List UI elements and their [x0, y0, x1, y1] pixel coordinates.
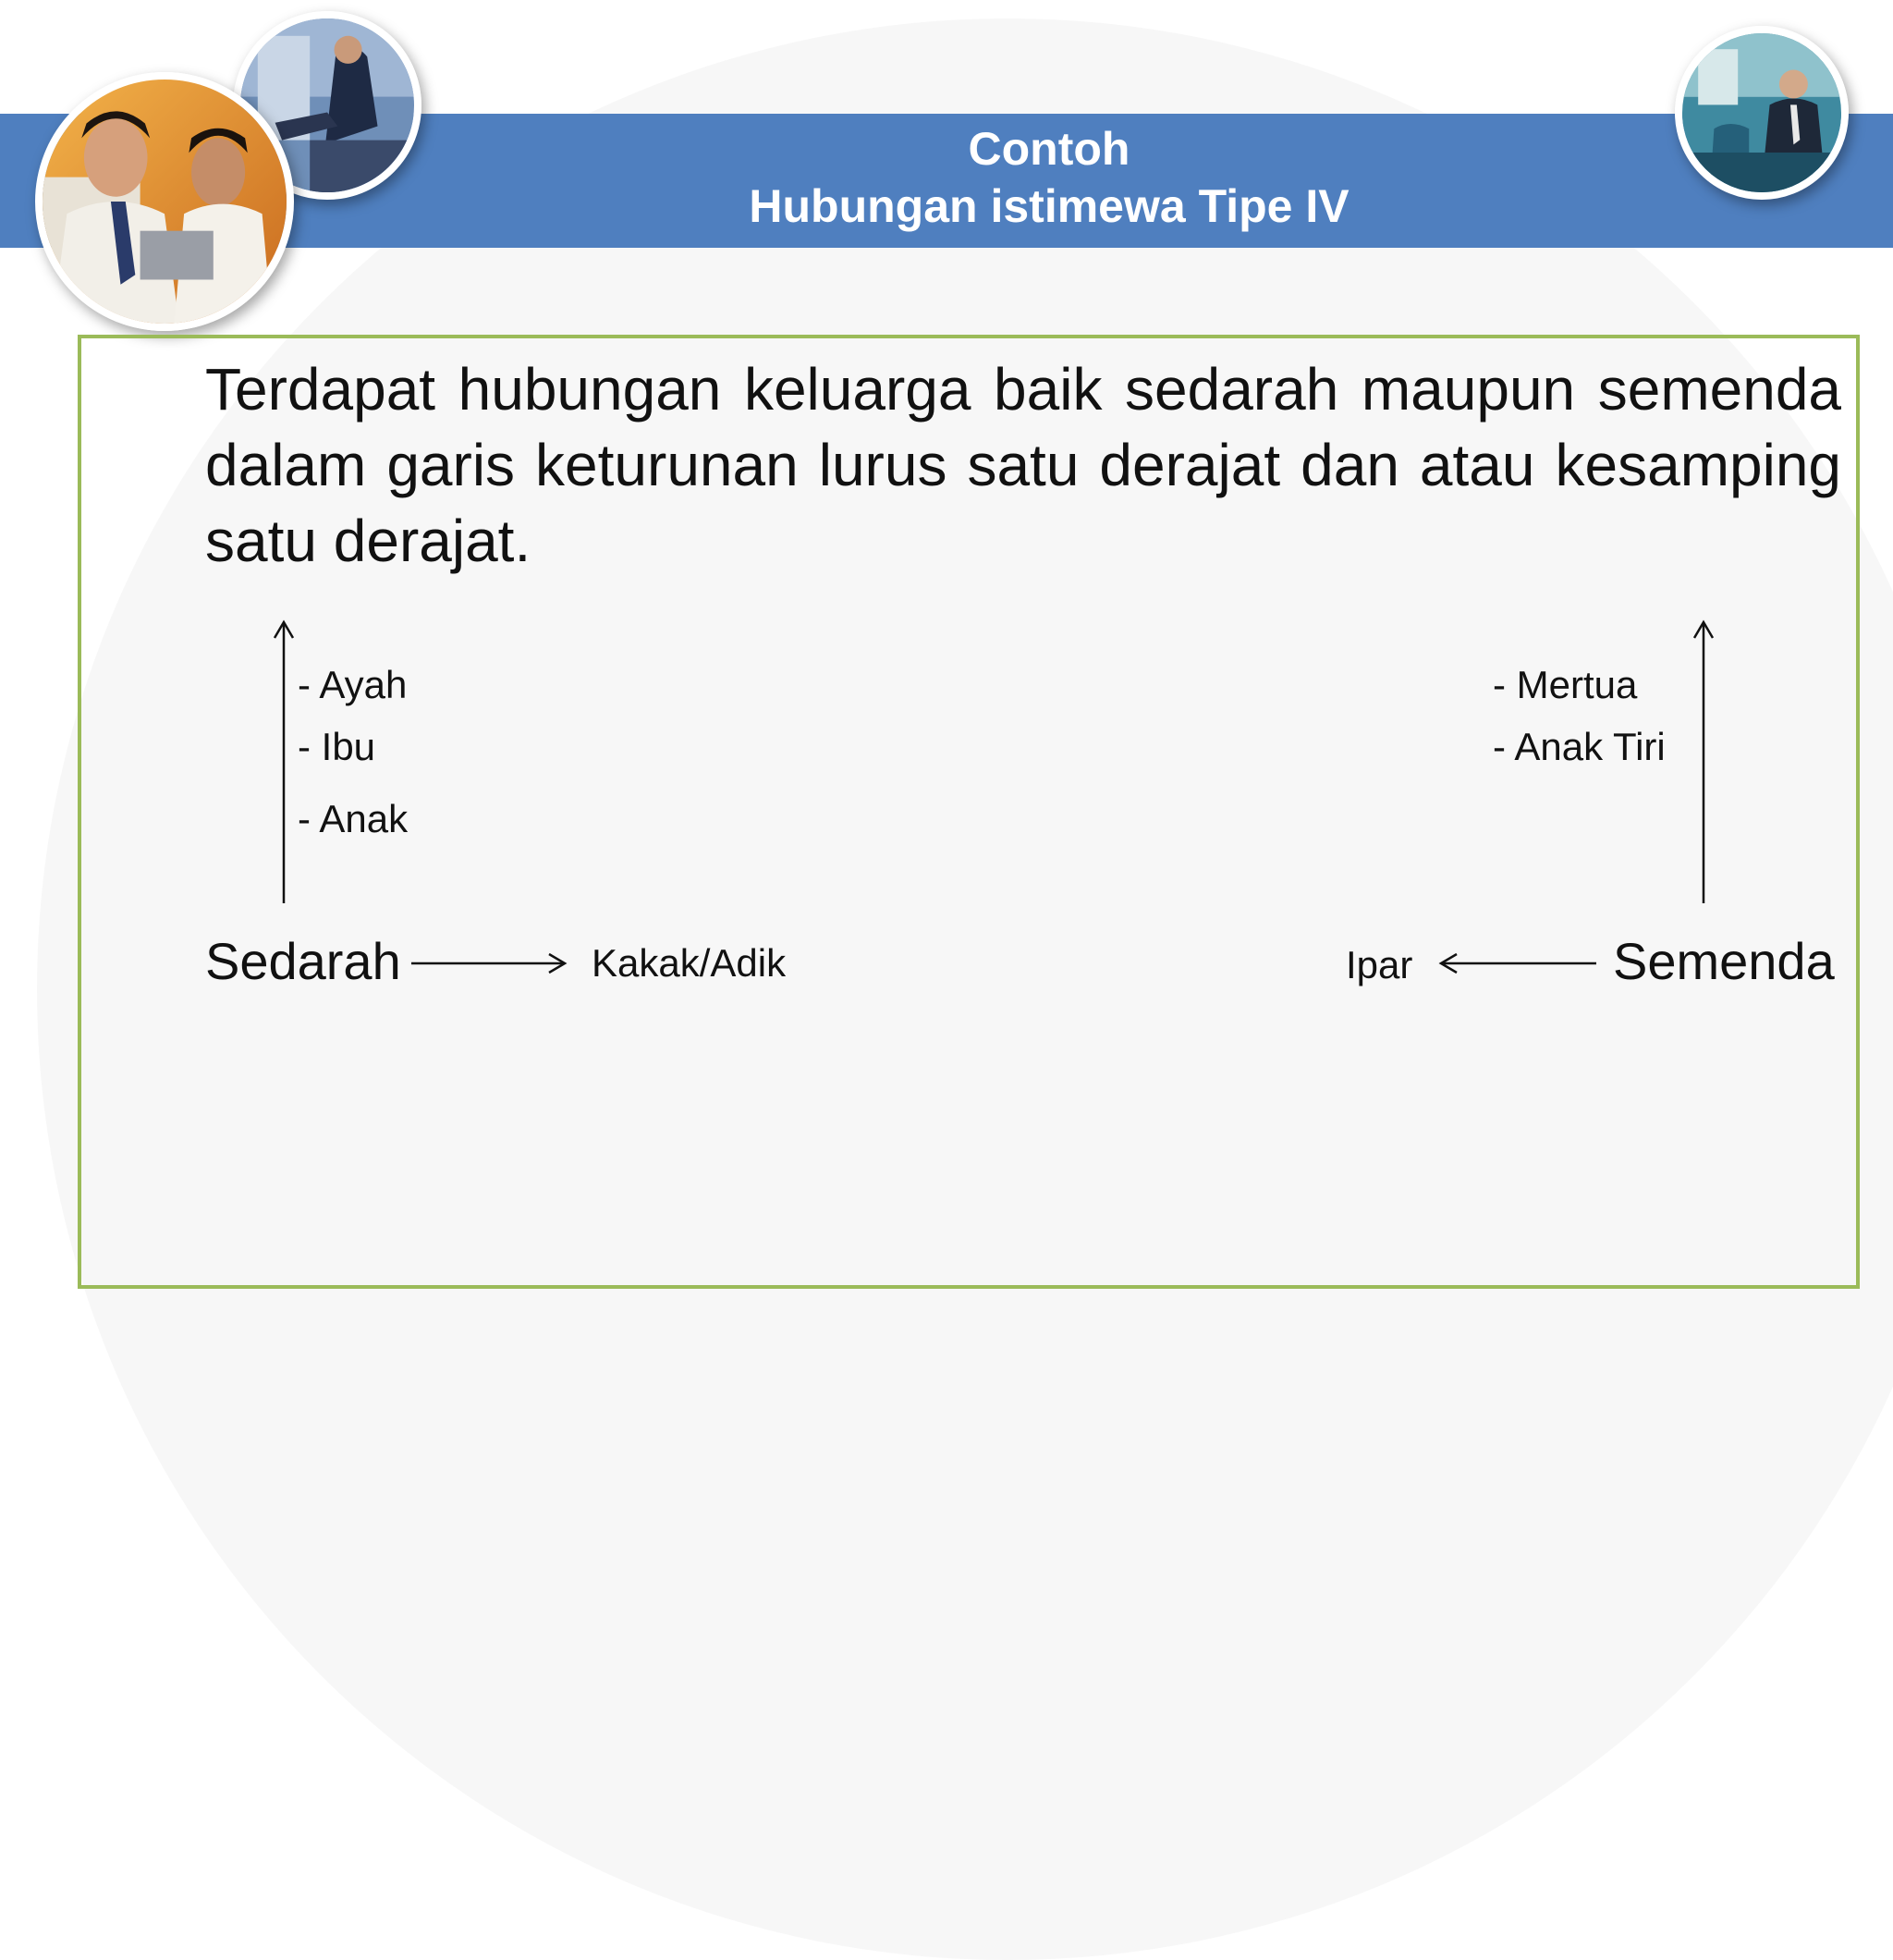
body-paragraph: Terdapat hubungan keluarga baik sedarah maupun semenda dalam garis keturunan lurus satu derajat dan atau kesamping satu derajat.: [205, 356, 1841, 574]
slide-title-line2: Hubungan istimewa Tipe IV: [749, 180, 1350, 232]
left-item-ayah: - Ayah: [298, 663, 408, 706]
business-people-photo: [35, 72, 294, 331]
root-sedarah: Sedarah: [205, 932, 401, 990]
right-item-mertua: - Mertua: [1493, 663, 1638, 706]
item-ipar: Ipar: [1346, 943, 1413, 986]
root-semenda: Semenda: [1613, 932, 1835, 990]
slide-title-line1: Contoh: [968, 123, 1130, 175]
left-item-ibu: - Ibu: [298, 725, 376, 768]
item-kakak-adik: Kakak/Adik: [592, 941, 787, 985]
business-meeting-photo: [1675, 26, 1849, 200]
right-item-anak-tiri: - Anak Tiri: [1493, 725, 1666, 768]
left-item-anak: - Anak: [298, 797, 409, 840]
